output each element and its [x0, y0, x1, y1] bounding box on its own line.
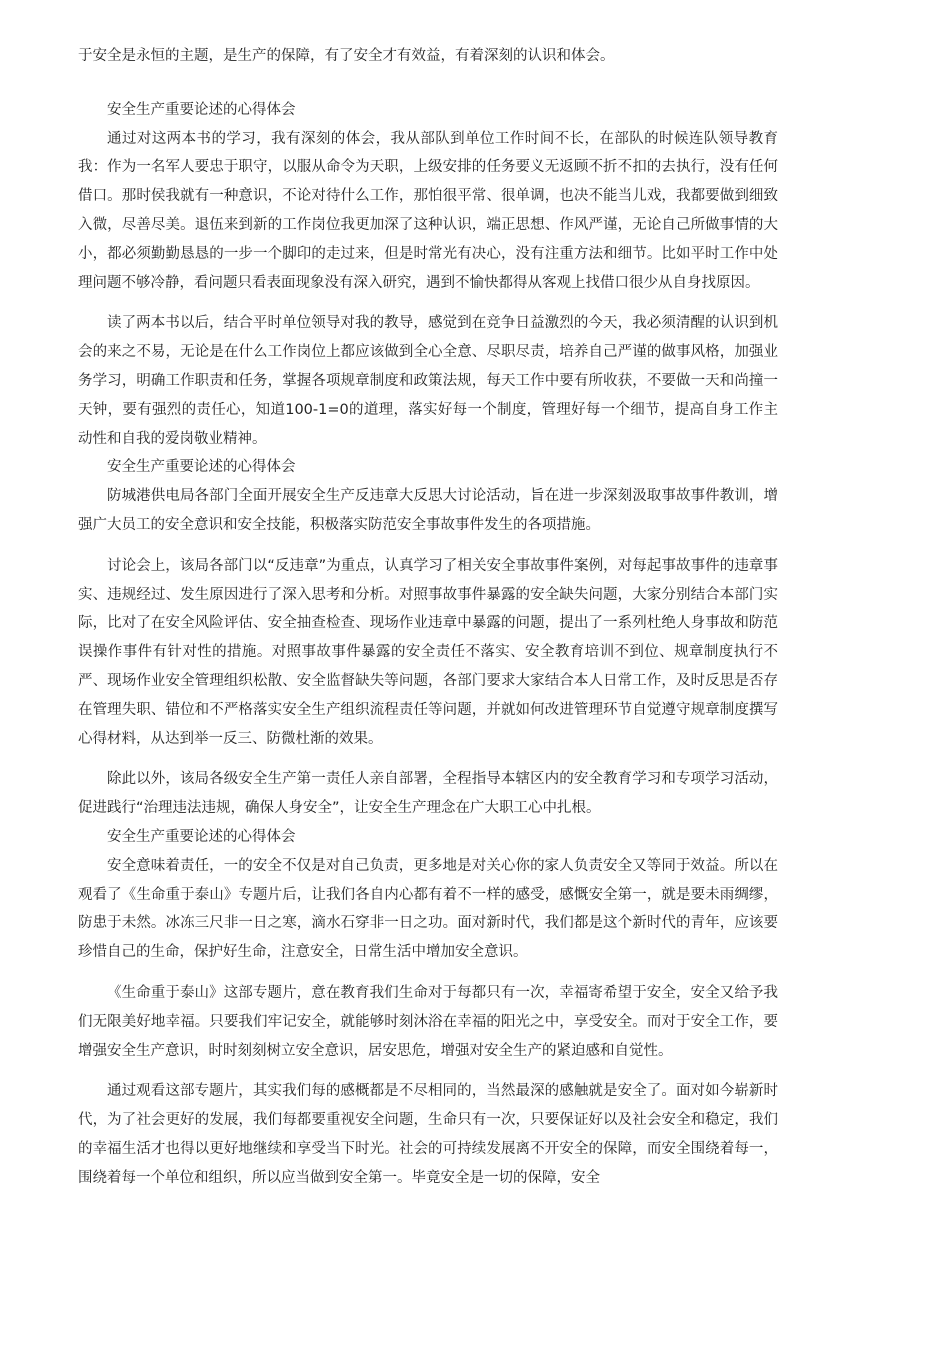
section-1 — [78, 96, 778, 454]
paragraph: 读了两本书以后，结合平时单位领导对我的教导，感觉到在竞争日益激烈的今天，我必须清醒的认识到机会的来之不易，无论是在什么工作岗位上都应该做到全心全意、尽职尽责，培养自己严谨的做事风格，加强业务学习，明确工作职责和任务，掌握各项规章制度和政策法规，每天工作中要有所收获，不要做一天和尚撞一天钟，要有强烈的责任心，知道100-1=0的道理，落实好每一个制度，管理好每一个细节，提高自身工作主动性和自我的爱岗敬业精神。 — [78, 315, 778, 447]
paragraph: 《生命重于泰山》这部专题片，意在教育我们生命对于每都只有一次，幸福寄希望于安全，安全又给予我们无限美好地幸福。只要我们牢记安全，就能够时刻沐浴在幸福的阳光之中，享受安全。而对于安全工作，要增强安全生产意识，时时刻刻树立安全意识，居安思危，增强对安全生产的紧迫感和自觉性。 — [78, 984, 778, 1059]
section-heading: 安全生产重要论述的心得体会 — [107, 101, 296, 118]
section-heading: 安全生产重要论述的心得体会 — [107, 459, 296, 476]
paragraph: 防城港供电局各部门全面开展安全生产反违章大反思大讨论活动，旨在进一步深刻汲取事故事件教训，增强广大员工的安全意识和安全技能，积极落实防范安全事故事件发生的各项措施。 — [78, 488, 778, 533]
document-body — [78, 42, 778, 1192]
intro-fragment: 于安全是永恒的主题，是生产的保障，有了安全才有效益，有着深刻的认识和体会。 — [78, 48, 615, 64]
section-heading: 安全生产重要论述的心得体会 — [107, 828, 296, 845]
paragraph: 通过观看这部专题片，其实我们每的感概都是不尽相同的，当然最深的感触就是安全了。面对如今崭新时代，为了社会更好的发展，我们每都要重视安全问题，生命只有一次，只要保证好以及社会安全和稳定，我们的幸福生活才也得以更好地继续和享受当下时光。社会的可持续发展离不开安全的保障，而安全围绕着每一，围绕着每一个单位和组织，所以应当做到安全第一。毕竟安全是一切的保障，安全 — [78, 1083, 778, 1186]
paragraph: 除此以外，该局各级安全生产第一责任人亲自部署，全程指导本辖区内的安全教育学习和专项学习活动，促进践行“治理违法违规，确保人身安全”，让安全生产理念在广大职工心中扎根。 — [78, 771, 778, 817]
paragraph: 讨论会上，该局各部门以“反违章”为重点，认真学习了相关安全事故事件案例，对每起事故事件的违章事实、违规经过、发生原因进行了深入思考和分析。对照事故事件暴露的安全缺失问题，大家分别结合本部门实际，比对了在安全风险评估、安全抽查检查、现场作业违章中暴露的问题，提出了一系列杜绝人身事故和防范误操作事件有针对性的措施。对照事故事件暴露的安全责任不落实、安全教育培训不到位、规章制度执行不严、现场作业安全管理组织松散、安全监督缺失等问题，各部门要求大家结合本人日常工作，及时反思是否存在管理失职、错位和不严格落实安全生产组织流程责任等问题，并就如何改进管理环节自觉遵守规章制度撰写心得材料，从达到举一反三、防微杜渐的效果。 — [78, 557, 778, 747]
section-2 — [78, 453, 778, 823]
paragraph: 通过对这两本书的学习，我有深刻的体会，我从部队到单位工作时间不长，在部队的时候连队领导教育我：作为一名军人要忠于职守，以服从命令为天职，上级安排的任务要义无返顾不折不扣的去执行，没有任何借口。那时侯我就有一种意识，不论对待什么工作，那怕很平常、很单调，也决不能当儿戏，我都要做到细致入微，尽善尽美。退伍来到新的工作岗位我更加深了这种认识，端正思想、作风严谨，无论自己所做事情的大小，都必须勤勤恳恳的一步一个脚印的走过来，但是时常光有决心，没有注重方法和细节。比如平时工作中处理问题不够冷静，看问题只看表面现象没有深入研究，遇到不愉快都得从客观上找借口很少从自身找原因。 — [78, 130, 778, 291]
section-3 — [78, 823, 778, 1193]
paragraph: 安全意味着责任，一的安全不仅是对自己负责，更多地是对关心你的家人负责安全又等同于效益。所以在观看了《生命重于泰山》专题片后，让我们各自内心都有着不一样的感受，感慨安全第一，就是要未雨绸缪，防患于未然。冰冻三尺非一日之寒，滴水石穿非一日之功。面对新时代，我们都是这个新时代的青年，应该要珍惜自己的生命，保护好生命，注意安全，日常生活中增加安全意识。 — [78, 857, 778, 961]
